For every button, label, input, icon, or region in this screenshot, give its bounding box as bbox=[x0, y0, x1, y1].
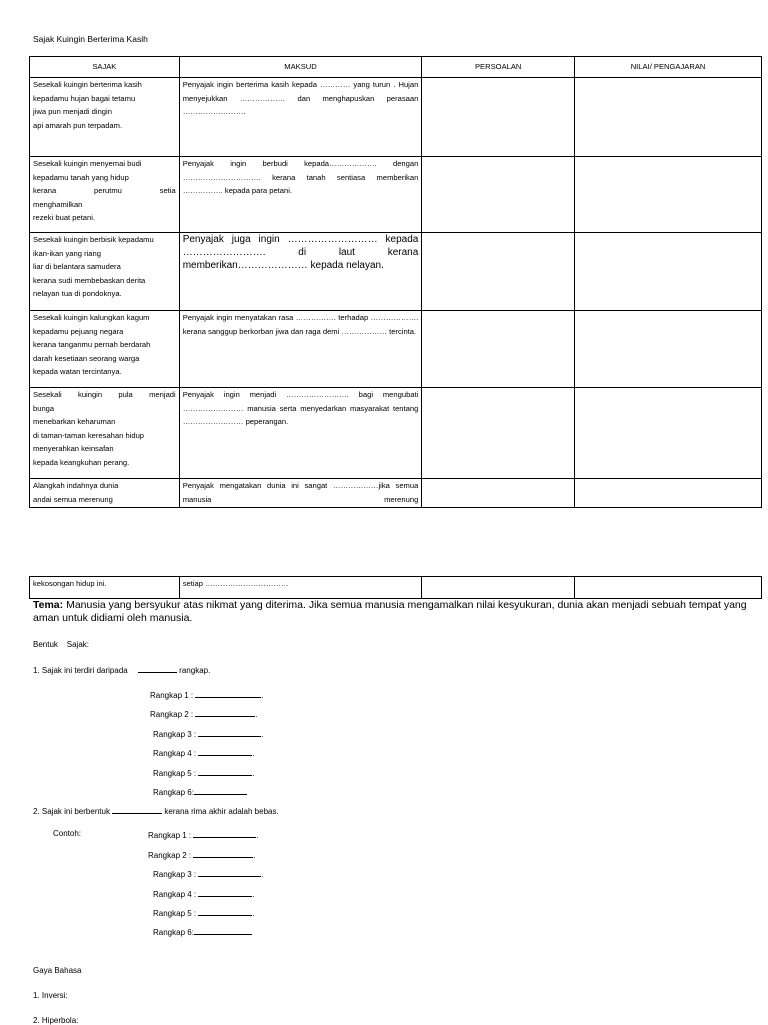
rangkap-item: Rangkap 6: bbox=[153, 786, 247, 797]
sajak-line: di taman-taman keresahan hidup bbox=[33, 430, 145, 440]
gaya-bahasa-heading: Gaya Bahasa bbox=[33, 966, 82, 975]
header-maksud: MAKSUD bbox=[179, 57, 422, 78]
sajak-line: kerana tanganmu pernah berdarah bbox=[33, 340, 151, 349]
table-row bbox=[30, 388, 762, 479]
persoalan-cell[interactable] bbox=[422, 311, 575, 388]
question-2 bbox=[33, 805, 279, 816]
tema-text: Manusia yang bersyukur atas nikmat yang diterima. Jika semua manusia mengamalkan nilai kesyukuran, dunia akan menjadi sebuah tempat yang aman untuk didiami oleh manusia. bbox=[33, 599, 747, 624]
question-1-prefix: 1. Sajak ini terdiri daripada bbox=[33, 666, 130, 675]
nilai-cell[interactable] bbox=[575, 577, 762, 599]
answer-blank[interactable] bbox=[194, 926, 252, 935]
nilai-cell[interactable] bbox=[575, 157, 762, 233]
maksud-cell: Penyajak juga ingin ……………………… kepada ……………………. di laut kerana memberikan………………… kepada nelayan. bbox=[179, 233, 422, 311]
sajak-line: jiwa pun menjadi dingin bbox=[33, 107, 112, 116]
gaya-bahasa-item: 2. Hiperbola: bbox=[33, 1016, 79, 1025]
question-2-suffix: kerana rima akhir adalah bebas. bbox=[162, 807, 279, 816]
sajak-line: menebarkan keharuman bbox=[33, 417, 116, 426]
sajak-cell bbox=[30, 157, 180, 233]
sajak-cell bbox=[30, 311, 180, 388]
answer-blank[interactable] bbox=[195, 708, 255, 717]
answer-blank[interactable] bbox=[198, 907, 252, 916]
maksud-cell: Penyajak ingin menjadi ……………………. bagi mengubati …………………… manusia serta menyedarkan masyarakat tentang …………………… peperangan. bbox=[179, 388, 422, 479]
sajak-line: kepada watan tercintanya. bbox=[33, 367, 122, 376]
sajak-line: api amarah pun terpadam. bbox=[33, 120, 123, 130]
answer-blank[interactable] bbox=[198, 767, 252, 776]
persoalan-cell[interactable] bbox=[422, 479, 575, 508]
answer-blank[interactable] bbox=[193, 829, 256, 838]
sajak-line: kepadamu tanah yang hidup bbox=[33, 172, 129, 182]
tema-paragraph bbox=[33, 599, 755, 625]
header-persoalan: PERSOALAN bbox=[422, 57, 575, 78]
gaya-bahasa-item: 1. Inversi: bbox=[33, 991, 68, 1000]
contoh-label: Contoh: bbox=[53, 829, 82, 838]
nilai-cell[interactable] bbox=[575, 78, 762, 157]
rangkap-item: Rangkap 1 : . bbox=[148, 831, 259, 840]
rangkap-item: Rangkap 3 : . bbox=[153, 870, 264, 879]
rangkap-item: Rangkap 3 : . bbox=[153, 730, 264, 739]
document-title: Sajak Kuingin Berterima Kasih bbox=[33, 34, 148, 44]
header-nilai: NILAI/ PENGAJARAN bbox=[575, 57, 762, 78]
answer-blank[interactable] bbox=[194, 786, 247, 795]
worksheet-table bbox=[29, 56, 762, 508]
answer-blank[interactable] bbox=[138, 664, 177, 673]
question-1 bbox=[33, 664, 210, 675]
sajak-line: ikan-ikan yang riang bbox=[33, 248, 101, 258]
table-row bbox=[30, 233, 762, 311]
table-header-row bbox=[30, 57, 762, 78]
rangkap-item: Rangkap 5 : . bbox=[153, 909, 255, 918]
sajak-line: bunga bbox=[33, 403, 55, 413]
worksheet-table-continued bbox=[29, 576, 762, 599]
persoalan-cell[interactable] bbox=[422, 577, 575, 599]
rangkap-item: Rangkap 2 : . bbox=[148, 851, 256, 860]
table-row bbox=[30, 78, 762, 157]
answer-blank[interactable] bbox=[112, 805, 162, 814]
question-2-prefix: 2. Sajak ini berbentuk bbox=[33, 807, 113, 816]
persoalan-cell[interactable] bbox=[422, 233, 575, 311]
nilai-cell[interactable] bbox=[575, 388, 762, 479]
table-row bbox=[30, 577, 762, 599]
rangkap-item: Rangkap 4 : . bbox=[153, 890, 255, 899]
sajak-line: darah kesetiaan seorang warga bbox=[33, 353, 140, 363]
sajak-line: liar di belantara samudera bbox=[33, 262, 121, 271]
rangkap-item: Rangkap 4 : . bbox=[153, 749, 255, 758]
table-row bbox=[30, 311, 762, 388]
sajak-line: kerana perutmu setia bbox=[33, 186, 176, 195]
sajak-cell: kekosongan hidup ini. bbox=[30, 577, 180, 599]
maksud-cell: Penyajak ingin menyatakan rasa ……………. terhadap ………………. kerana sanggup berkorban jiwa dan raga demi ……………… tercinta. bbox=[179, 311, 422, 388]
sajak-cell bbox=[30, 479, 180, 508]
persoalan-cell[interactable] bbox=[422, 78, 575, 157]
maksud-cell: Penyajak ingin berterima kasih kepada ………… yang turun . Hujan menyejukkan ……………… dan menghapuskan perasaan ……………………. bbox=[179, 78, 422, 157]
sajak-line: Sesekali kuingin berbisik kepadamu bbox=[33, 235, 154, 244]
sajak-line: menyerahkan keinsafan bbox=[33, 444, 114, 453]
sajak-line: Sesekali kuingin menyemai budi bbox=[33, 159, 142, 168]
maksud-cell: setiap …………………………… bbox=[179, 577, 422, 599]
rangkap-item: Rangkap 1 : . bbox=[150, 691, 264, 700]
answer-blank[interactable] bbox=[198, 888, 252, 897]
table-row bbox=[30, 157, 762, 233]
answer-blank[interactable] bbox=[198, 868, 261, 877]
nilai-cell[interactable] bbox=[575, 233, 762, 311]
bentuk-heading: Bentuk Sajak: bbox=[33, 640, 90, 649]
sajak-line: kepadamu pejuang negara bbox=[33, 326, 124, 336]
sajak-line: menghamilkan bbox=[33, 199, 83, 209]
nilai-cell[interactable] bbox=[575, 479, 762, 508]
sajak-line: Sesekali kuingin kalungkan kagum bbox=[33, 313, 150, 322]
persoalan-cell[interactable] bbox=[422, 157, 575, 233]
maksud-cell: Penyajak mengatakan dunia ini sangat ………………jika semua manusia merenung bbox=[179, 479, 422, 508]
sajak-cell bbox=[30, 388, 180, 479]
sajak-line: nelayan tua di pondoknya. bbox=[33, 289, 122, 298]
answer-blank[interactable] bbox=[198, 728, 261, 737]
sajak-cell bbox=[30, 233, 180, 311]
question-1-suffix: rangkap. bbox=[176, 666, 211, 675]
sajak-line: rezeki buat petani. bbox=[33, 213, 96, 222]
sajak-cell bbox=[30, 78, 180, 157]
answer-blank[interactable] bbox=[198, 747, 252, 756]
table-row bbox=[30, 479, 762, 508]
nilai-cell[interactable] bbox=[575, 311, 762, 388]
sajak-line: andai semua merenung bbox=[33, 494, 113, 504]
maksud-cell: Penyajak ingin berbudi kepada………………. dengan …………………………. kerana tanah sentiasa memberikan ……………. kepada para petani. bbox=[179, 157, 422, 233]
sajak-line: Alangkah indahnya dunia bbox=[33, 481, 119, 490]
sajak-line: Sesekali kuingin pula menjadi bbox=[33, 390, 176, 399]
sajak-line: kepada keangkuhan perang. bbox=[33, 457, 130, 467]
answer-blank[interactable] bbox=[193, 849, 253, 858]
sajak-line: kepadamu hujan bagai tetamu bbox=[33, 93, 136, 103]
sajak-line: Sesekali kuingin berterima kasih bbox=[33, 80, 142, 89]
header-sajak: SAJAK bbox=[30, 57, 180, 78]
rangkap-item: Rangkap 6: bbox=[153, 926, 252, 937]
sajak-line: kerana sudi membebaskan derita bbox=[33, 275, 146, 285]
tema-label: Tema: bbox=[33, 599, 64, 611]
rangkap-item: Rangkap 5 : . bbox=[153, 769, 255, 778]
answer-blank[interactable] bbox=[195, 689, 261, 698]
persoalan-cell[interactable] bbox=[422, 388, 575, 479]
rangkap-item: Rangkap 2 : . bbox=[150, 710, 258, 719]
